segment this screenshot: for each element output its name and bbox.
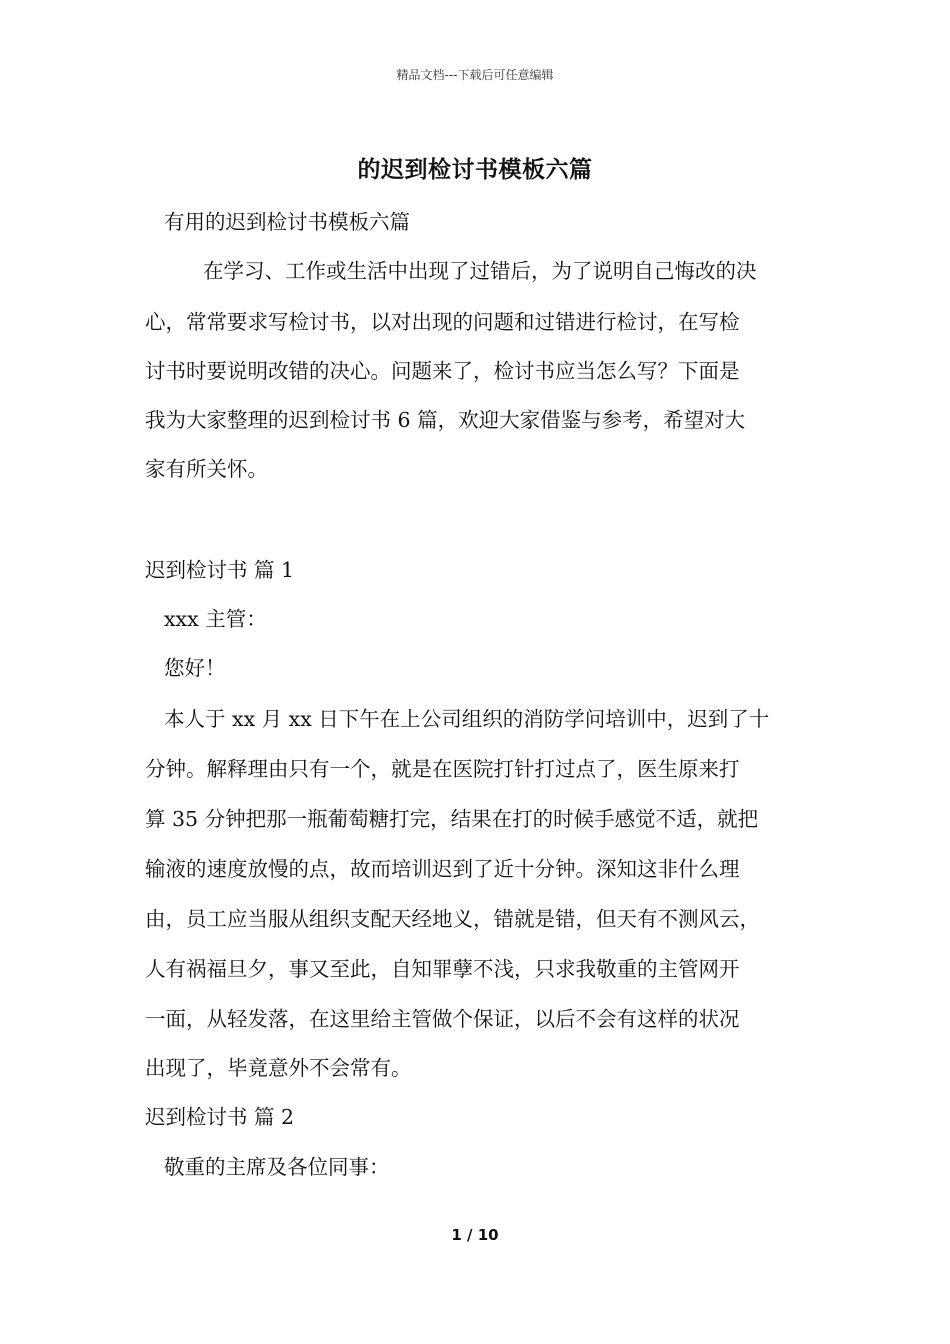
intro-line: 讨书时要说明改错的决心。问题来了，检讨书应当怎么写？下面是 <box>145 359 740 383</box>
page-number: 1 / 10 <box>451 1226 499 1244</box>
letter-salutation: 敬重的主席及各位同事： <box>164 1155 390 1179</box>
intro-line: 我为大家整理的迟到检讨书 6 篇，欢迎大家借鉴与参考，希望对大 <box>145 408 746 432</box>
section-heading: 迟到检讨书 篇 1 <box>145 558 295 582</box>
body-line: 由，员工应当服从组织支配天经地义，错就是错，但天有不测风云， <box>145 907 760 931</box>
document-subtitle: 有用的迟到检讨书模板六篇 <box>164 210 410 234</box>
body-line: 算 35 分钟把那一瓶葡萄糖打完，结果在打的时候手感觉不适，就把 <box>145 807 759 831</box>
intro-line: 在学习、工作或生活中出现了过错后，为了说明自己悔改的决 <box>203 259 757 283</box>
section-heading: 迟到检讨书 篇 2 <box>145 1105 295 1129</box>
intro-line: 心，常常要求写检讨书，以对出现的问题和过错进行检讨，在写检 <box>145 310 740 334</box>
page-header: 精品文档---下载后可任意编辑 <box>396 68 554 82</box>
document-title: 的迟到检讨书模板六篇 <box>357 156 593 183</box>
body-line: 一面，从轻发落，在这里给主管做个保证，以后不会有这样的状况 <box>145 1007 740 1031</box>
body-line: 出现了，毕竟意外不会常有。 <box>145 1056 412 1080</box>
body-line: 本人于 xx 月 xx 日下午在上公司组织的消防学问培训中，迟到了十 <box>164 707 770 731</box>
intro-line: 家有所关怀。 <box>145 457 268 481</box>
body-line: 人有祸福旦夕，事又至此，自知罪孽不浅，只求我敬重的主管网开 <box>145 957 740 981</box>
letter-greeting: 您好！ <box>164 656 226 680</box>
body-line: 输液的速度放慢的点，故而培训迟到了近十分钟。深知这非什么理 <box>145 857 740 881</box>
body-line: 分钟。解释理由只有一个，就是在医院打针打过点了，医生原来打 <box>145 757 740 781</box>
letter-salutation: xxx 主管： <box>164 607 267 631</box>
